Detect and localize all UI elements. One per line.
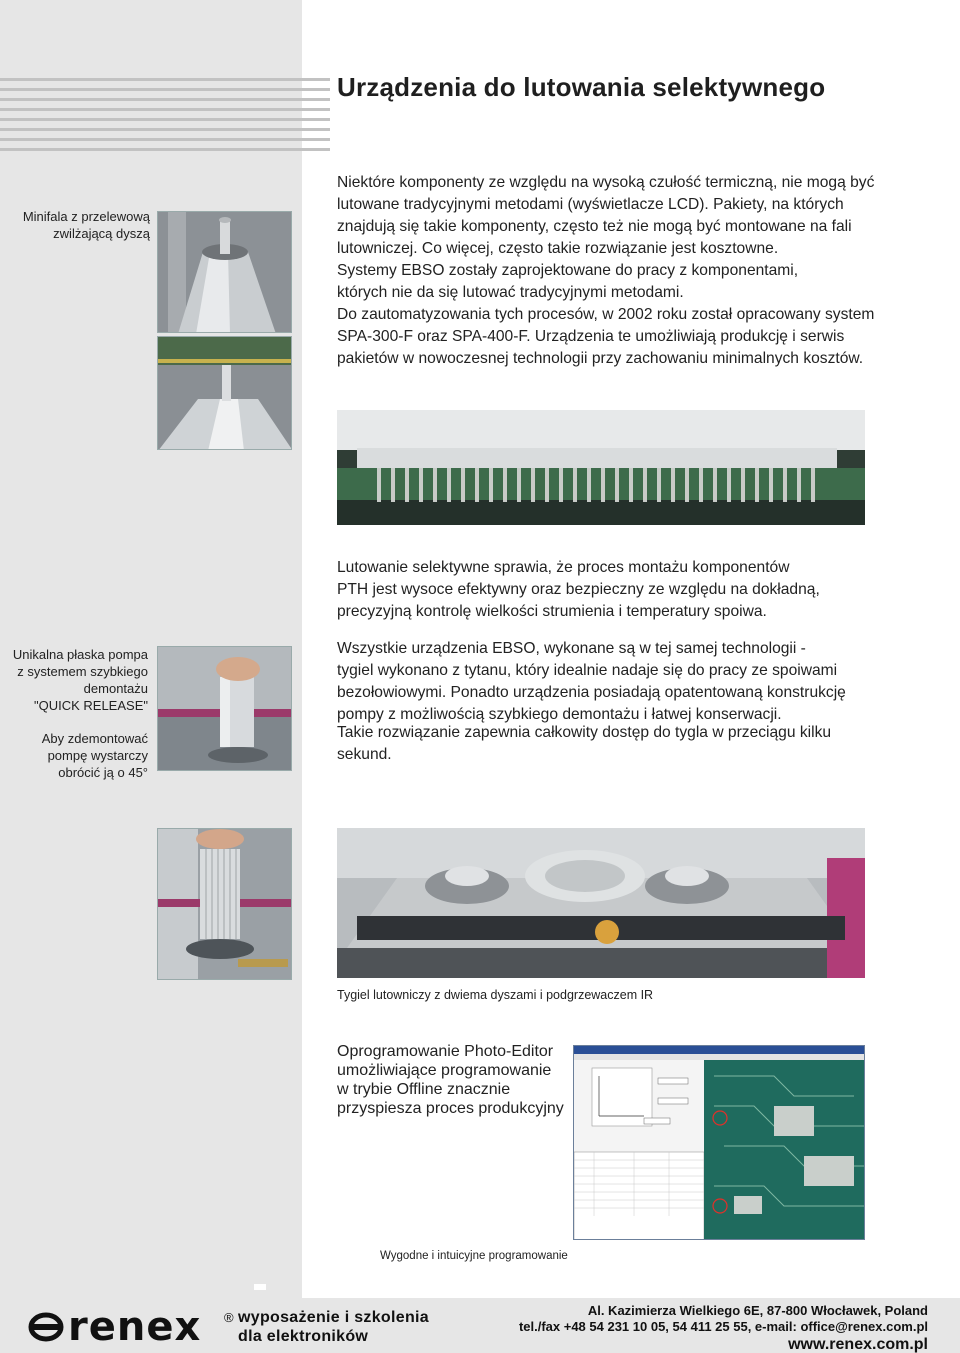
intro-line: SPA-300-F oraz SPA-400-F. Urządzenia te umożliwiają produkcję i serwis bbox=[337, 328, 845, 345]
footer-phone-email: tel./fax +48 54 231 10 05, 54 411 25 55, e-mail: office@renex.com.pl bbox=[518, 1319, 928, 1334]
intro-line: lutowniczej. Co więcej, często takie rozwiązanie jest kosztowne. bbox=[337, 240, 779, 257]
renex-logo bbox=[28, 1306, 224, 1353]
footer-tagline: wyposażenie i szkolenia dla elektroników bbox=[238, 1309, 429, 1345]
photo-editor-screenshot bbox=[573, 1045, 865, 1240]
pump-removed-photo bbox=[157, 828, 292, 980]
intro-line: pakietów w nowoczesnej technologii przy zachowaniu minimalnych kosztów. bbox=[337, 350, 864, 367]
pump-label: Unikalna płaska pompa z systemem szybkiego demontażu "QUICK RELEASE" bbox=[12, 647, 148, 713]
intro-line: znajdują się takie komponenty, często też nie mogą być montowane na fali bbox=[337, 218, 852, 235]
crucible-photo bbox=[337, 828, 865, 978]
page-title: Urządzenia do lutowania selektywnego bbox=[337, 72, 826, 102]
crucible-caption: Tygiel lutowniczy z dwiema dyszami i podgrzewaczem IR bbox=[337, 988, 654, 1002]
intro-line: których nie da się lutować tradycyjnymi metodami. bbox=[337, 284, 684, 301]
minifala-label: Minifala z przelewową zwilżającą dyszą bbox=[22, 209, 150, 241]
pump-hand-photo bbox=[157, 646, 292, 771]
intro-paragraph bbox=[337, 172, 907, 370]
footer-address: Al. Kazimierza Wielkiego 6E, 87-800 Włocławek, Poland bbox=[587, 1303, 928, 1318]
intro-line: Systemy EBSO zostały zaprojektowane do pracy z komponentami, bbox=[337, 262, 799, 279]
ebso-paragraph: Wszystkie urządzenia EBSO, wykonane są w tej samej technologii - tygiel wykonano z tytanu, który idealnie nadaje się do pracy ze spoiwami bezołowiowymi. Ponadto urządzenia posiadają opatentowaną konstrukcję pompy z możliwością szybkiego demontażu i łatwej konserwacji. Takie rozwiązanie zapewnia całkowity dostęp do tygla w przeciągu kilku sekund. bbox=[337, 640, 846, 763]
registered-mark: ® bbox=[224, 1310, 234, 1325]
intro-line: lutowane tradycyjnymi metodami (wyświetlacze LCD). Pakiety, na których bbox=[337, 196, 844, 213]
selective-soldering-paragraph: Lutowanie selektywne sprawia, że proces montażu komponentów PTH jest wysoce efektywny oraz bezpieczny ze względu na dokładną, precyzyjną kontrolę wielkości strumienia i temperatury spoiwa. bbox=[337, 559, 820, 620]
software-paragraph: Oprogramowanie Photo-Editor umożliwiające programowanie w trybie Offline znacznie przyspiesza proces produkcyjny bbox=[337, 1043, 564, 1117]
software-caption: Wygodne i intuicyjne programowanie bbox=[380, 1250, 568, 1262]
minifala-nozzle-photo bbox=[157, 211, 292, 333]
lcd-pcb-photo bbox=[337, 410, 865, 525]
pump-remove-label: Aby zdemontować pompę wystarczy obrócić ją o 45° bbox=[41, 731, 148, 780]
intro-line: Do zautomatyzowania tych procesów, w 2002 roku został opracowany system bbox=[337, 306, 875, 323]
footer-contact bbox=[519, 1303, 928, 1353]
intro-line: Niektóre komponenty ze względu na wysoką czułość termiczną, nie mogą być bbox=[337, 174, 875, 191]
header-stripes bbox=[0, 78, 330, 152]
nozzle-under-pcb-photo bbox=[157, 336, 292, 450]
svg-text:renex: renex bbox=[68, 1306, 202, 1348]
footer-notch bbox=[254, 1284, 266, 1290]
footer-website-link[interactable]: www.renex.com.pl bbox=[788, 1336, 928, 1353]
